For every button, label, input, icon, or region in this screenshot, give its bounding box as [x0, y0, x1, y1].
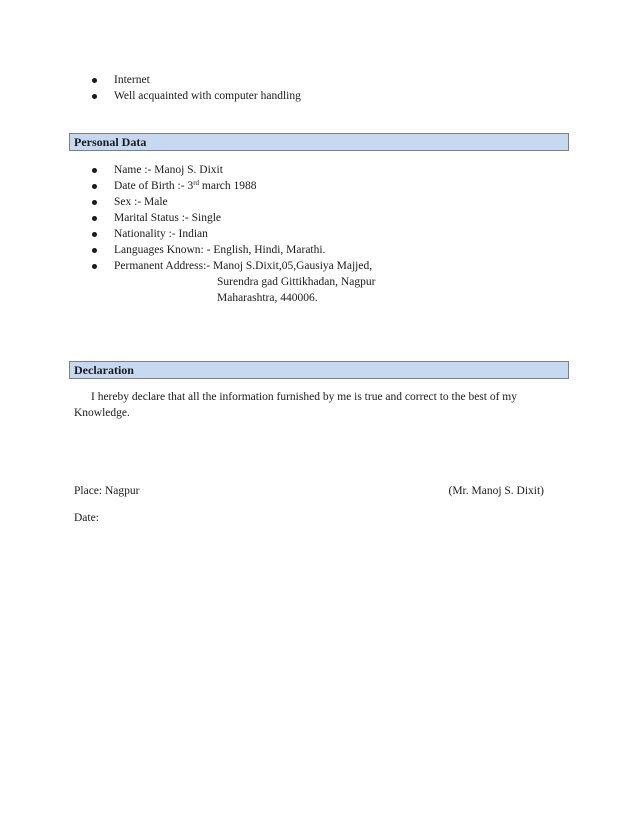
name-text: Name :- Manoj S. Dixit	[114, 164, 223, 176]
bullet-icon	[92, 184, 97, 189]
list-item	[92, 210, 372, 226]
list-item	[92, 194, 372, 210]
nationality-text: Nationality :- Indian	[114, 228, 208, 240]
bullet-icon	[92, 78, 97, 83]
list-item	[92, 258, 372, 274]
declaration-line-2: Knowledge.	[74, 407, 130, 419]
skill-computer: Well acquainted with computer handling	[114, 90, 301, 102]
personal-data-list	[92, 162, 372, 274]
bullet-icon	[92, 264, 97, 269]
list-item	[92, 162, 372, 178]
declaration-heading: Declaration	[69, 361, 569, 379]
list-item	[92, 88, 301, 104]
dob-prefix: Date of Birth :- 3	[114, 180, 194, 192]
skill-internet: Internet	[114, 74, 150, 86]
place-text: Place: Nagpur	[74, 485, 140, 497]
address-line-1: Permanent Address:- Manoj S.Dixit,05,Gausiya Majjed,	[114, 260, 373, 272]
bullet-icon	[92, 168, 97, 173]
dob-suffix: march 1988	[199, 180, 257, 192]
personal-data-heading: Personal Data	[69, 133, 569, 151]
list-item	[92, 178, 372, 194]
languages-text: Languages Known: - English, Hindi, Marathi.	[114, 244, 326, 256]
marital-status-text: Marital Status :- Single	[114, 212, 222, 224]
dob-superscript: rd	[193, 179, 200, 187]
address-line-2: Surendra gad Gittikhadan, Nagpur	[217, 276, 376, 288]
list-item	[92, 242, 372, 258]
sex-text: Sex :- Male	[114, 196, 168, 208]
declaration-line-1: I hereby declare that all the information furnished by me is true and correct to the best of my	[91, 391, 517, 403]
signature-name: (Mr. Manoj S. Dixit)	[448, 485, 544, 497]
list-item	[92, 226, 372, 242]
bullet-icon	[92, 94, 97, 99]
address-line-3: Maharashtra, 440006.	[217, 292, 318, 304]
bullet-icon	[92, 232, 97, 237]
date-text: Date:	[74, 512, 99, 524]
dob-text	[114, 180, 257, 192]
bullet-icon	[92, 200, 97, 205]
skills-list	[92, 72, 301, 104]
bullet-icon	[92, 248, 97, 253]
bullet-icon	[92, 216, 97, 221]
list-item	[92, 72, 301, 88]
